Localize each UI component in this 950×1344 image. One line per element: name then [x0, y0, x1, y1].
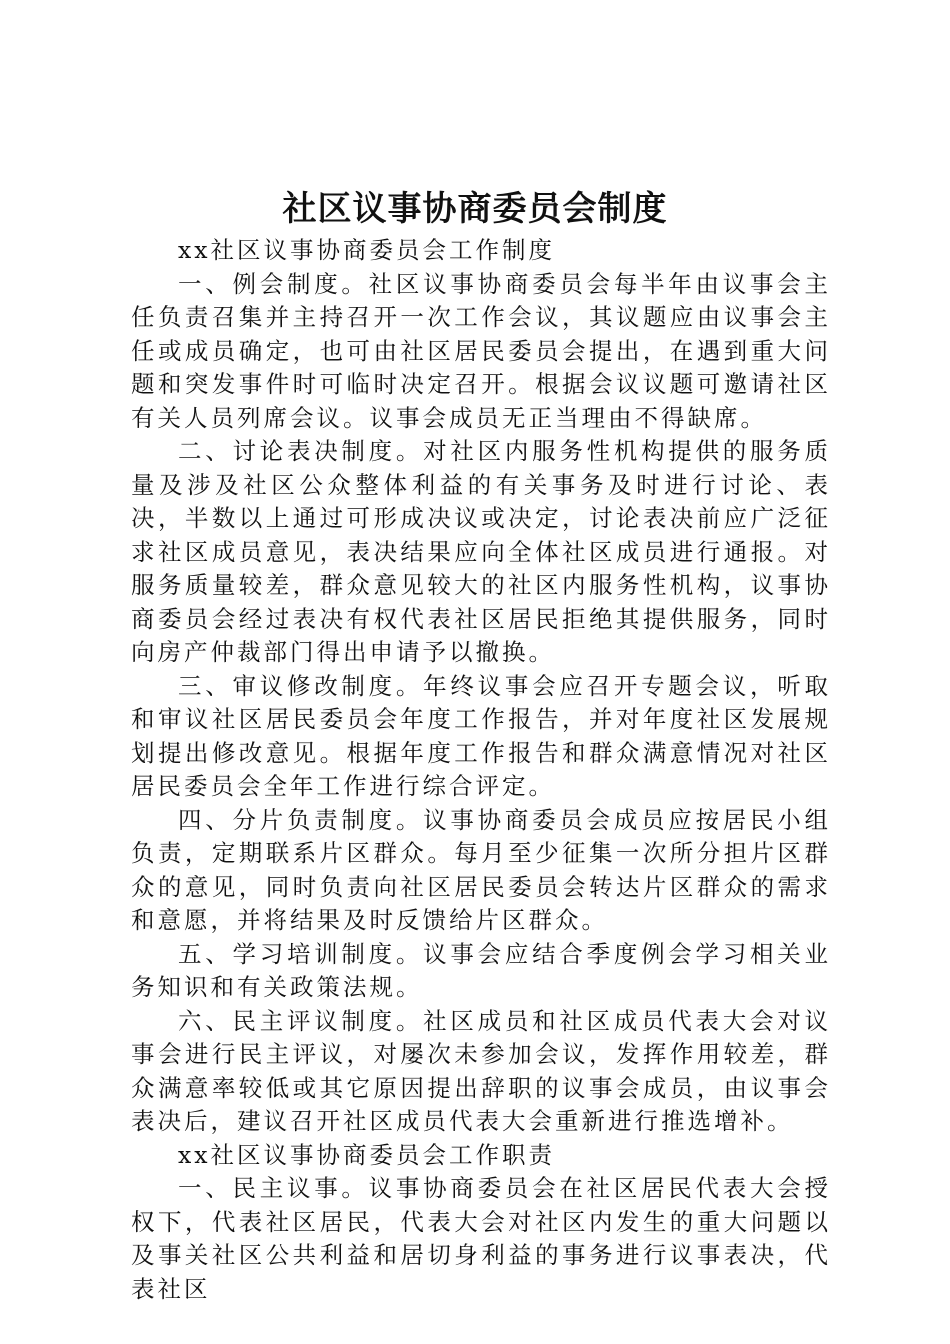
section-heading-work-system: xx社区议事协商委员会工作制度	[178, 236, 556, 264]
paragraph-review-revision: 三、审议修改制度。年终议事会应召开专题会议，听取和审议社区居民委员会年度工作报告，并对年度社区发展规划提出修改意见。根据年度工作报告和群众满意情况对社区居民委员会全年工作进行综合评定。	[131, 671, 831, 800]
document-title: 社区议事协商委员会制度	[282, 189, 668, 229]
paragraph-democratic-deliberation: 一、民主议事。议事协商委员会在社区居民代表大会授权下，代表社区居民，代表大会对社区内发生的重大问题以及事关社区公共利益和居切身利益的事务进行议事表决，代表社区	[131, 1174, 831, 1303]
paragraph-area-responsibility: 四、分片负责制度。议事协商委员会成员应按居民小组负责，定期联系片区群众。每月至少征集一次所分担片区群众的意见，同时负责向社区居民委员会转达片区群众的需求和意愿，并将结果及时反馈给片区群众。	[131, 805, 831, 934]
paragraph-discussion-voting: 二、讨论表决制度。对社区内服务性机构提供的服务质量及涉及社区公众整体利益的有关事务及时进行讨论、表决，半数以上通过可形成决议或决定，讨论表决前应广泛征求社区成员意见，表决结果应向全体社区成员进行通报。对服务质量较差，群众意见较大的社区内服务性机构，议事协商委员会经过表决有权代表社区居民拒绝其提供服务，同时向房产仲裁部门得出申请予以撤换。	[131, 437, 831, 666]
paragraph-study-training: 五、学习培训制度。议事会应结合季度例会学习相关业务知识和有关政策法规。	[131, 939, 831, 1001]
section-heading-work-duties: xx社区议事协商委员会工作职责	[178, 1140, 556, 1169]
paragraph-regular-meeting: 一、例会制度。社区议事协商委员会每半年由议事会主任负责召集并主持召开一次工作会议，其议题应由议事会主任或成员确定，也可由社区居民委员会提出，在遇到重大问题和突发事件时可临时决定召开。根据会议议题可邀请社区有关人员列席会议。议事会成员无正当理由不得缺席。	[131, 269, 831, 432]
paragraph-democratic-evaluation: 六、民主评议制度。社区成员和社区成员代表大会对议事会进行民主评议，对屡次未参加会议，发挥作用较差，群众满意率较低或其它原因提出辞职的议事会成员，由议事会表决后，建议召开社区成员代表大会重新进行推选增补。	[131, 1006, 831, 1135]
document-body	[131, 234, 831, 1306]
